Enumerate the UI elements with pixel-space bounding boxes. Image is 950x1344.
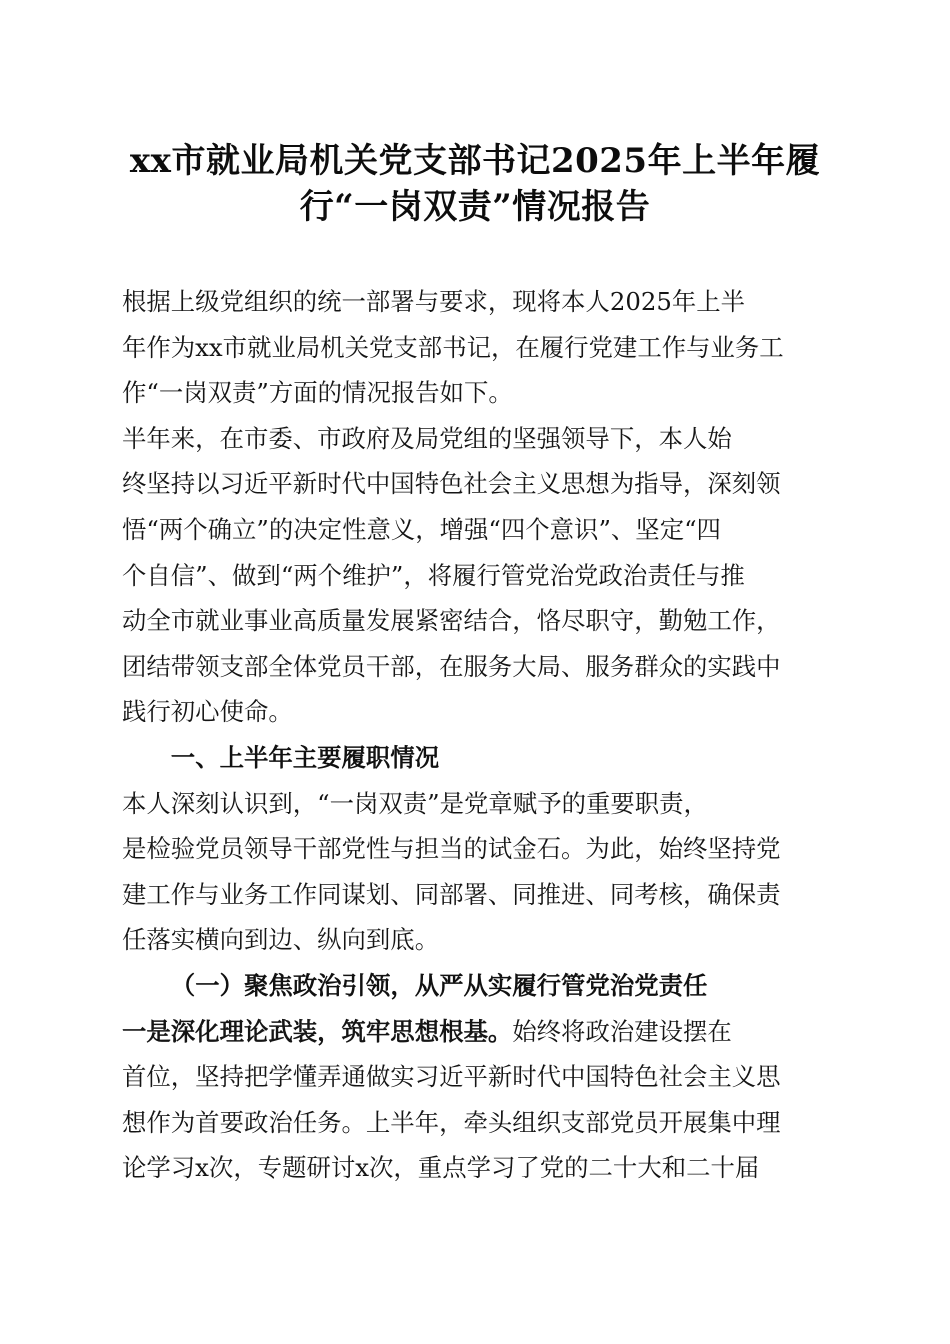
paragraph-line: 半年来，在市委、市政府及局党组的坚强领导下，本人始	[122, 423, 732, 453]
paragraph-line-rest: 始终将政治建设摆在	[512, 1016, 732, 1046]
paragraph-line: 年作为xx市就业局机关党支部书记，在履行党建工作与业务工	[122, 332, 784, 362]
paragraph-line: 终坚持以习近平新时代中国特色社会主义思想为指导，深刻领	[122, 469, 781, 499]
paragraph-line: 根据上级党组织的统一部署与要求，现将本人2025年上半	[122, 287, 746, 316]
paragraph-line	[122, 1009, 828, 1055]
paragraph-line: 首位，坚持把学懂弄通做实习近平新时代中国特色社会主义思	[122, 1062, 781, 1092]
title-line-1: xx市就业局机关党支部书记2025年上半年履	[129, 141, 821, 181]
paragraph-line: 是检验党员领导干部党性与担当的试金石。为此，始终坚持党	[122, 834, 781, 864]
section-heading-1: 一、上半年主要履职情况	[170, 742, 440, 772]
paragraph-line: 任落实横向到边、纵向到底。	[122, 925, 440, 955]
paragraph-line: 想作为首要政治任务。上半年，牵头组织支部党员开展集中理	[122, 1107, 781, 1137]
document-title	[100, 138, 850, 230]
title-line-2: 行“一岗双责”情况报告	[299, 187, 651, 227]
paragraph-line: 本人深刻认识到，“一岗双责”是党章赋予的重要职责，	[122, 788, 708, 818]
subsection-heading-1: （一）聚焦政治引领，从严从实履行管党治党责任	[170, 970, 708, 1000]
paragraph-line: 践行初心使命。	[122, 697, 293, 727]
paragraph-line: 团结带领支部全体党员干部，在服务大局、服务群众的实践中	[122, 651, 781, 681]
paragraph-subsection-1	[122, 1009, 828, 1191]
paragraph-line: 悟“两个确立”的决定性意义，增强“四个意识”、坚定“四	[122, 514, 721, 544]
paragraph-overview	[122, 416, 828, 735]
paragraph-line: 个自信”、做到“两个维护”，将履行管党治党政治责任与推	[122, 560, 745, 590]
paragraph-line: 论学习x次，专题研讨x次，重点学习了党的二十大和二十届	[122, 1153, 760, 1183]
paragraph-intro	[122, 279, 828, 416]
paragraph-line: 建工作与业务工作同谋划、同部署、同推进、同考核，确保责	[122, 879, 781, 909]
paragraph-section-1	[122, 781, 828, 963]
paragraph-lead-text: 一是深化理论武装，筑牢思想根基。	[122, 1016, 513, 1046]
paragraph-line: 作“一岗双责”方面的情况报告如下。	[122, 378, 513, 408]
paragraph-line: 动全市就业事业高质量发展紧密结合，恪尽职守，勤勉工作，	[122, 606, 781, 636]
document-body	[122, 279, 828, 1191]
